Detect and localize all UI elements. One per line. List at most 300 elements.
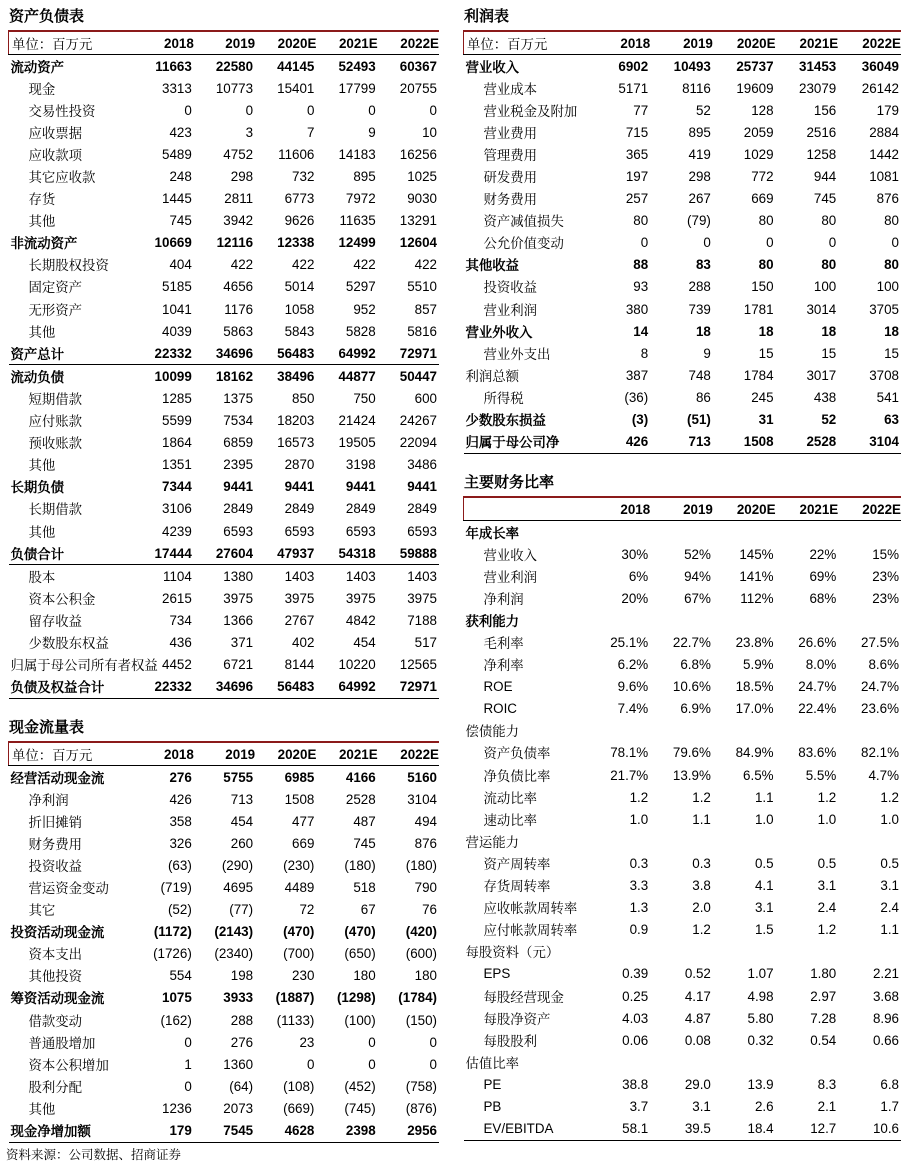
cell-value: 423 [169,124,192,140]
cash-flow-title: 现金流量表 [9,719,85,736]
cell-value: 669 [751,191,774,207]
table-row [9,232,440,254]
cell-value: 2767 [284,612,315,628]
cell-value: 30% [621,546,649,562]
table-header [9,31,440,55]
row-label: ROE [483,679,513,695]
table-row [9,99,440,121]
table-row [9,810,440,832]
row-label: 净利率 [483,658,524,674]
cell-value: 1176 [224,301,254,317]
table-row [464,919,902,941]
cell-value: 422 [414,257,437,273]
cell-value: 6.8% [680,657,711,673]
cell-value: 7.28 [810,1010,837,1026]
cell-value: 2849 [284,501,315,517]
cell-value: 100 [876,279,899,295]
cell-value: 3.1 [880,878,899,894]
cell-value [650,830,713,852]
cell-value: 0.5 [754,855,774,871]
cell-value: 713 [650,431,713,454]
cell-value: 422 [353,257,376,273]
cell-value: 72971 [378,342,439,365]
cell-value: 69% [809,568,837,584]
cell-value: 150 [751,279,774,295]
cell-value: 3486 [407,457,437,473]
cell-value: 0.9 [629,922,649,938]
cell-value: 2849 [407,501,437,517]
cell-value: 8.0% [805,657,837,673]
cell-value: 80 [758,213,774,229]
year-header: 2020E [255,742,316,766]
row-label: 财务费用 [28,836,83,852]
table-row [9,410,440,432]
cell-value: 426 [588,431,651,454]
cell-value: (1784) [398,990,437,1006]
cell-value: 2528 [345,791,376,807]
cell-value: 1029 [743,146,774,162]
year-header: 2020E [713,31,776,55]
row-label: 其它应收款 [28,170,96,186]
cell-value [588,830,651,852]
cell-value: 422 [292,257,315,273]
table-row [464,985,902,1007]
cell-value: 5489 [162,146,192,162]
cell-value: 18162 [215,368,254,384]
cell-value: (669) [283,1100,315,1116]
table-row [464,364,902,386]
cell-value [650,521,713,544]
year-header: 2019 [194,31,255,55]
cell-value: 4166 [345,769,376,785]
income-statement-title: 利润表 [464,8,510,25]
row-label: PB [483,1098,502,1114]
table-row [9,766,440,789]
cell-value: 7 [306,124,315,140]
row-label: 固定资产 [28,280,83,296]
cell-value: 1366 [223,612,254,628]
table-row [9,254,440,276]
table-row [464,963,902,985]
cell-value: 2.4 [817,900,837,916]
cell-value: 23 [299,1034,315,1050]
cell-value: 2.97 [810,988,837,1004]
cell-value: 18203 [277,413,315,429]
cell-value: 2.21 [872,966,899,982]
cell-value: 23079 [799,80,837,96]
row-label: 其他 [28,524,56,540]
cell-value: 1.80 [810,966,837,982]
row-label: 应收票据 [28,125,83,141]
row-label: 长期股权投资 [28,258,109,274]
cell-value: 180 [353,968,376,984]
row-label: 获利能力 [465,613,520,629]
cell-value: 1.0 [817,811,837,827]
cell-value [588,521,651,544]
cell-value: 179 [133,1120,194,1143]
row-label: 年成长率 [465,525,520,541]
cell-value: 2516 [806,124,837,140]
table-row [9,320,440,342]
cell-value: 6.9% [680,701,711,717]
cell-value: 9 [703,345,711,361]
table-row [464,232,902,254]
cell-value [588,609,651,631]
cell-value: 494 [414,813,437,829]
cell-value: 12338 [277,235,315,251]
cell-value: 1445 [162,191,192,207]
cell-value: 5185 [162,279,192,295]
cell-value: 10099 [154,368,192,384]
table-header [464,31,902,55]
table-row [464,1051,902,1073]
table-row [9,921,440,943]
cell-value: 80 [633,213,649,229]
row-label: 筹资活动现金流 [10,991,105,1007]
cell-value: 26.6% [798,635,837,651]
cell-value: 3975 [223,590,254,606]
cell-value: 1285 [162,390,192,406]
table-row [9,342,440,365]
cell-value: 260 [230,835,254,851]
cell-value: 230 [292,968,315,984]
cell-value: 732 [292,169,315,185]
row-label: 资产周转率 [483,856,551,872]
table-row [464,830,902,852]
row-label: 每股股利 [483,1033,538,1049]
row-label: 营业外收入 [465,324,533,340]
row-label: 股利分配 [28,1079,83,1095]
cell-value: 739 [688,301,711,317]
cell-value: 22.4% [798,701,837,717]
cell-value: 1.2 [629,789,649,805]
table-row [464,298,902,320]
cell-value: 77 [633,102,649,118]
cell-value: 6859 [223,435,254,451]
row-label: 营业收入 [465,59,520,75]
cell-value: 0 [429,1056,437,1072]
table-row [9,832,440,854]
table-row [464,654,902,676]
table-row [9,387,440,409]
cell-value: 245 [751,389,774,405]
cell-value: 1508 [713,431,776,454]
table-row [464,609,902,631]
cell-value: 1.1 [692,811,711,827]
cell-value: (470) [283,924,315,940]
cell-value: (3) [631,412,649,428]
cell-value: 11663 [155,58,192,74]
year-header: 2021E [776,497,839,521]
cell-value: 11635 [339,213,376,229]
cell-value: 0 [184,1078,192,1094]
year-header: 2021E [776,31,839,55]
cell-value: 9030 [407,191,437,207]
cell-value: 1.5 [754,922,774,938]
cell-value: 10.6 [838,1118,901,1141]
cell-value: (1726) [153,946,192,962]
cell-value: 4239 [162,523,192,539]
cell-value: 78.1% [610,745,649,761]
cell-value: 3975 [284,590,315,606]
cell-value: 3.1 [817,878,837,894]
cell-value: (180) [405,857,437,873]
cell-value: (64) [229,1078,254,1094]
cell-value [838,830,901,852]
cell-value: 298 [230,169,254,185]
cell-value: 63 [884,412,899,428]
row-label: 其它 [28,903,56,919]
cell-value: 1380 [223,568,254,584]
cell-value: (719) [160,880,192,896]
cell-value: 4628 [255,1120,316,1143]
table-row [9,476,440,498]
cell-value: 18 [695,323,711,339]
cell-value: 83.6% [798,745,837,761]
row-label: 营运能力 [465,834,520,850]
source-note: 资料来源：公司数据、招商证券 [6,1148,182,1162]
cell-value: 3104 [407,791,437,807]
cell-value: 7545 [194,1120,255,1143]
year-header: 2018 [588,497,651,521]
row-label: 流动负债 [10,369,65,385]
row-label: 每股净资产 [483,1011,551,1027]
cell-value: 288 [230,1012,254,1028]
row-label: ROIC [483,701,517,717]
table-row [464,543,902,565]
row-label: 偿债能力 [465,724,520,740]
year-header: 2022E [378,742,439,766]
cell-value: 715 [625,124,649,140]
table-row [464,698,902,720]
row-label: 每股资料（元） [465,945,560,961]
row-label: 资本公积金 [28,591,96,607]
cell-value: 2059 [743,124,774,140]
table-row [464,143,902,165]
cell-value: 6902 [618,58,649,74]
year-header: 2019 [650,31,713,55]
income-statement-panel [463,4,901,454]
cell-value: 1081 [869,169,899,185]
cell-value: 1403 [345,568,376,584]
cell-value: 2.4 [880,900,899,916]
cell-value: (290) [221,857,254,873]
cell-value: 3942 [223,213,254,229]
cell-value: 4.98 [747,988,774,1004]
cell-value: 5816 [407,323,437,339]
cell-value: 197 [625,169,649,185]
cell-value: 7344 [162,479,192,495]
row-label: 营业税金及附加 [483,103,578,119]
row-label: 现金净增加额 [9,1120,133,1143]
cell-value: 1258 [806,146,837,162]
cell-value: 179 [876,102,899,118]
cell-value: 2615 [162,590,192,606]
cell-value [838,1051,901,1073]
cell-value: 3104 [838,431,901,454]
cell-value: (452) [344,1078,376,1094]
table-row [9,276,440,298]
cell-value: 4842 [345,612,376,628]
cell-value: 0 [368,1034,376,1050]
cell-value: 83 [695,257,711,273]
cell-value: 1058 [284,301,315,317]
cell-value: 3014 [806,301,837,317]
cell-value: 2849 [345,501,376,517]
table-row [464,1007,902,1029]
cell-value: 0.06 [622,1032,649,1048]
cell-value: 15 [758,345,774,361]
table-row [464,320,902,342]
cell-value: 59888 [378,542,439,565]
cell-value: 27.5% [861,635,899,651]
cell-value: 67 [360,902,376,918]
cell-value: 517 [414,634,437,650]
row-label: 投资收益 [483,280,538,296]
cell-value: 1508 [284,791,315,807]
cell-value: 5843 [284,323,315,339]
cell-value: 5863 [223,323,254,339]
cell-value: 5755 [223,769,254,785]
cell-value: 1.1 [880,922,899,938]
year-header: 2020E [713,497,776,521]
cell-value: 8144 [284,657,315,673]
cell-value: 0 [368,102,376,118]
cell-value: 13291 [399,213,437,229]
row-label: 投资收益 [28,858,83,874]
table-row [464,210,902,232]
cell-value: 80 [884,257,899,273]
cell-value: 422 [230,257,254,273]
cell-value: 2884 [869,124,899,140]
cell-value: 1.0 [880,811,899,827]
cell-value: 0 [891,235,899,251]
cell-value: 36049 [861,58,899,74]
cell-value: (1298) [336,990,376,1006]
row-label: 营运资金变动 [28,881,109,897]
cell-value: 10220 [338,657,376,673]
cell-value: 2849 [223,501,254,517]
cell-value: 4656 [223,279,254,295]
cell-value: 371 [230,634,254,650]
cell-value: 2811 [224,191,254,207]
cell-value: (63) [167,857,192,873]
cell-value: 0 [368,1056,376,1072]
cell-value: 1.7 [880,1098,899,1114]
cell-value: 22094 [399,435,437,451]
cell-value: 6.8 [880,1076,899,1092]
cell-value: 857 [414,301,437,317]
row-label: 无形资产 [28,302,83,318]
cell-value: 34696 [194,342,255,365]
table-row [464,1118,902,1141]
cell-value: 16256 [399,146,437,162]
cell-value [588,941,651,963]
cell-value: 1.2 [692,922,711,938]
row-label: 归属于母公司所有者权益 [10,658,158,674]
cell-value: 8.96 [872,1010,899,1026]
row-label: 毛利率 [483,636,524,652]
cell-value: 7534 [223,413,254,429]
cell-value: 3198 [345,457,376,473]
table-row [9,987,440,1009]
cell-value: 487 [353,813,376,829]
cell-value: 3313 [162,80,192,96]
table-row [9,854,440,876]
cell-value: 1442 [869,146,899,162]
cell-value: 8.3 [817,1076,837,1092]
table-row [9,432,440,454]
cell-value: (79) [687,213,711,229]
cell-value: 44877 [338,368,376,384]
cell-value: 88 [633,257,649,273]
row-label: 应收款项 [28,147,83,163]
cell-value: 1403 [407,568,437,584]
cell-value: 52% [684,546,711,562]
cell-value: 1375 [223,390,254,406]
table-row [464,786,902,808]
year-header: 2022E [838,497,901,521]
cell-value: 9441 [345,479,376,495]
table-row [9,542,440,565]
table-row [9,676,440,699]
cell-value: 952 [353,301,376,317]
table-row [9,298,440,320]
row-label: 交易性投资 [28,103,96,119]
cell-value: 600 [414,390,437,406]
cell-value: (470) [344,924,376,940]
table-row [464,521,902,544]
cell-value: 38.8 [622,1076,649,1092]
cell-value: 17.0% [735,701,774,717]
table-row [9,965,440,987]
cell-value: 6593 [407,523,437,539]
row-label: 留存收益 [28,613,83,629]
unit-label: 单位：百万元 [9,742,133,766]
cell-value: (100) [344,1012,376,1028]
cell-value: 5510 [407,279,437,295]
cell-value: 86 [695,389,711,405]
cell-value: 1.0 [629,811,649,827]
cell-value: 21424 [338,413,376,429]
cell-value: 3017 [806,367,837,383]
cell-value: (77) [229,902,254,918]
cell-value: 15 [821,345,837,361]
cell-value: 426 [169,791,192,807]
table-row [9,587,440,609]
cell-value: 2073 [223,1100,254,1116]
row-label: 借款变动 [28,1013,83,1029]
table-row [9,143,440,165]
cell-value: 6773 [284,191,315,207]
cell-value: 1236 [162,1100,192,1116]
cell-value [713,720,776,742]
cell-value: 3.7 [629,1098,649,1114]
year-header: 2018 [588,31,651,55]
cell-value: 276 [230,1034,254,1050]
cell-value: 15401 [277,80,315,96]
cell-value: 387 [625,367,649,383]
cell-value: 2.0 [692,900,711,916]
cell-value: (758) [405,1078,437,1094]
cell-value: 438 [813,389,837,405]
cell-value: 358 [169,813,192,829]
table-row [464,587,902,609]
header-row [464,497,902,521]
row-label: 折旧摊销 [28,814,83,830]
table-header [9,742,440,766]
cell-value: 5599 [162,413,192,429]
